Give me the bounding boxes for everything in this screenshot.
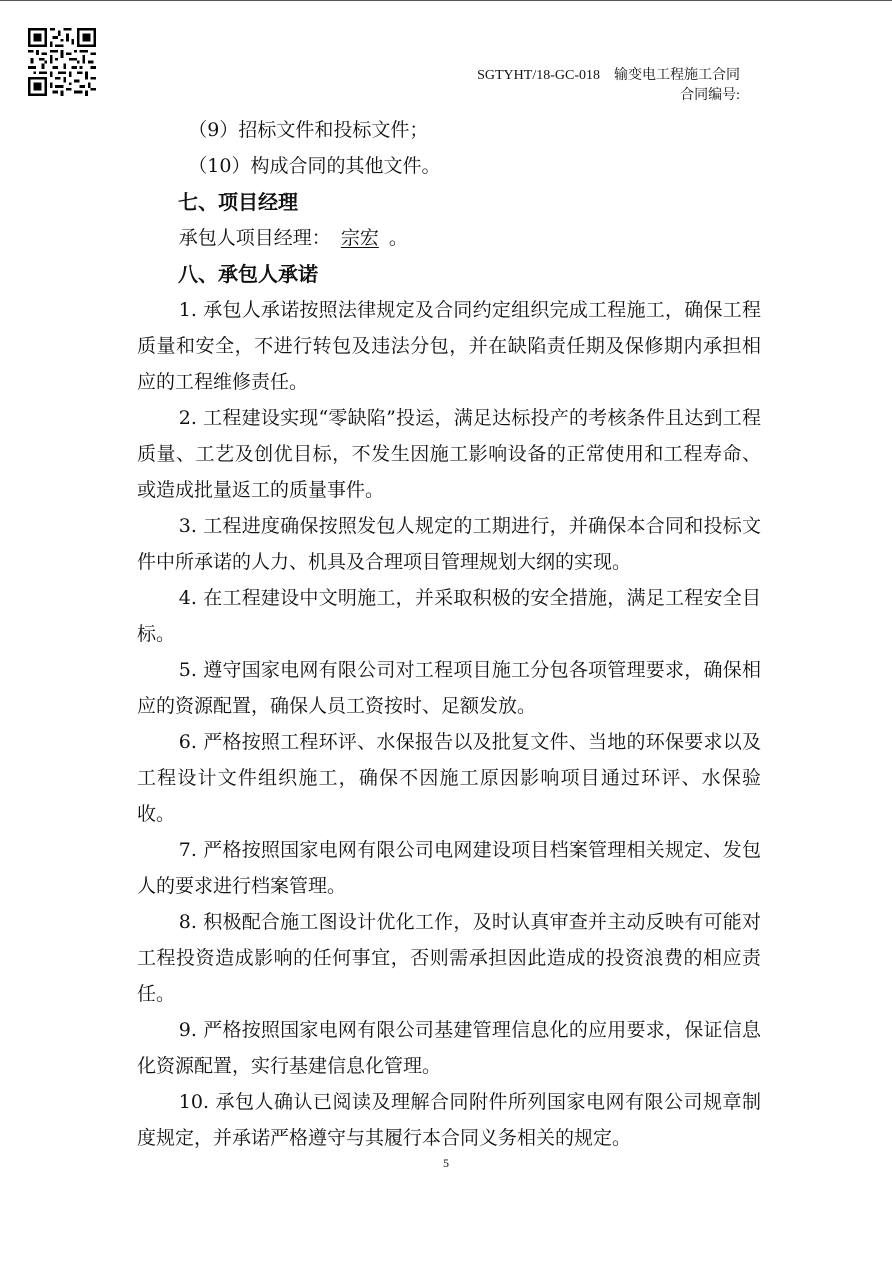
contract-number-label: 合同编号:	[680, 88, 740, 103]
project-manager-label: 承包人项目经理：	[178, 227, 331, 249]
commitment-item: 6. 严格按照工程环评、水保报告以及批复文件、当地的环保要求以及工程设计文件组织施工，确保不因施工原因影响项目通过环评、水保验收。	[137, 731, 761, 825]
doc-code: SGTYHT/18-GC-018	[477, 68, 600, 83]
commitment-item: 7. 严格按照国家电网有限公司电网建设项目档案管理相关规定、发包人的要求进行档案管理。	[137, 839, 761, 897]
qr-code-icon	[28, 28, 96, 96]
commitment-item: 4. 在工程建设中文明施工，并采取积极的安全措施，满足工程安全目标。	[137, 587, 761, 645]
commitment-item: 10. 承包人确认已阅读及理解合同附件所列国家电网有限公司规章制度规定，并承诺严格遵守与其履行本合同义务相关的规定。	[137, 1091, 761, 1149]
section-heading-project-manager: 七、项目经理	[178, 190, 298, 214]
section-heading-contractor-commitment: 八、承包人承诺	[178, 262, 318, 286]
doc-title: 输变电工程施工合同	[614, 68, 740, 83]
commitment-item: 5. 遵守国家电网有限公司对工程项目施工分包各项管理要求，确保相应的资源配置，确保人员工资按时、足额发放。	[137, 659, 761, 717]
list-item: （9）招标文件和投标文件；	[188, 119, 429, 141]
commitment-item: 2. 工程建设实现“零缺陷”投运，满足达标投产的考核条件且达到工程质量、工艺及创优目标，不发生因施工影响设备的正常使用和工程寿命、或造成批量返工的质量事件。	[137, 407, 761, 501]
project-manager-suffix: 。	[388, 227, 408, 249]
project-manager-line	[137, 220, 761, 256]
commitment-item: 1. 承包人承诺按照法律规定及合同约定组织完成工程施工，确保工程质量和安全，不进行转包及违法分包，并在缺陷责任期及保修期内承担相应的工程维修责任。	[137, 299, 761, 393]
page-number: 5	[443, 1156, 449, 1170]
commitment-item: 8. 积极配合施工图设计优化工作，及时认真审查并主动反映有可能对工程投资造成影响的任何事宜，否则需承担因此造成的投资浪费的相应责任。	[137, 911, 761, 1005]
commitment-item: 9. 严格按照国家电网有限公司基建管理信息化的应用要求，保证信息化资源配置，实行基建信息化管理。	[137, 1019, 761, 1077]
page-top-border	[0, 0, 892, 1]
document-header	[477, 66, 740, 106]
document-body	[137, 112, 761, 1156]
header-row	[477, 66, 740, 86]
commitment-item: 3. 工程进度确保按照发包人规定的工期进行，并确保本合同和投标文件中所承诺的人力、机具及合理项目管理规划大纲的实现。	[137, 515, 761, 573]
list-item: （10）构成合同的其他文件。	[188, 155, 441, 177]
project-manager-name: 宗宏	[340, 227, 379, 249]
